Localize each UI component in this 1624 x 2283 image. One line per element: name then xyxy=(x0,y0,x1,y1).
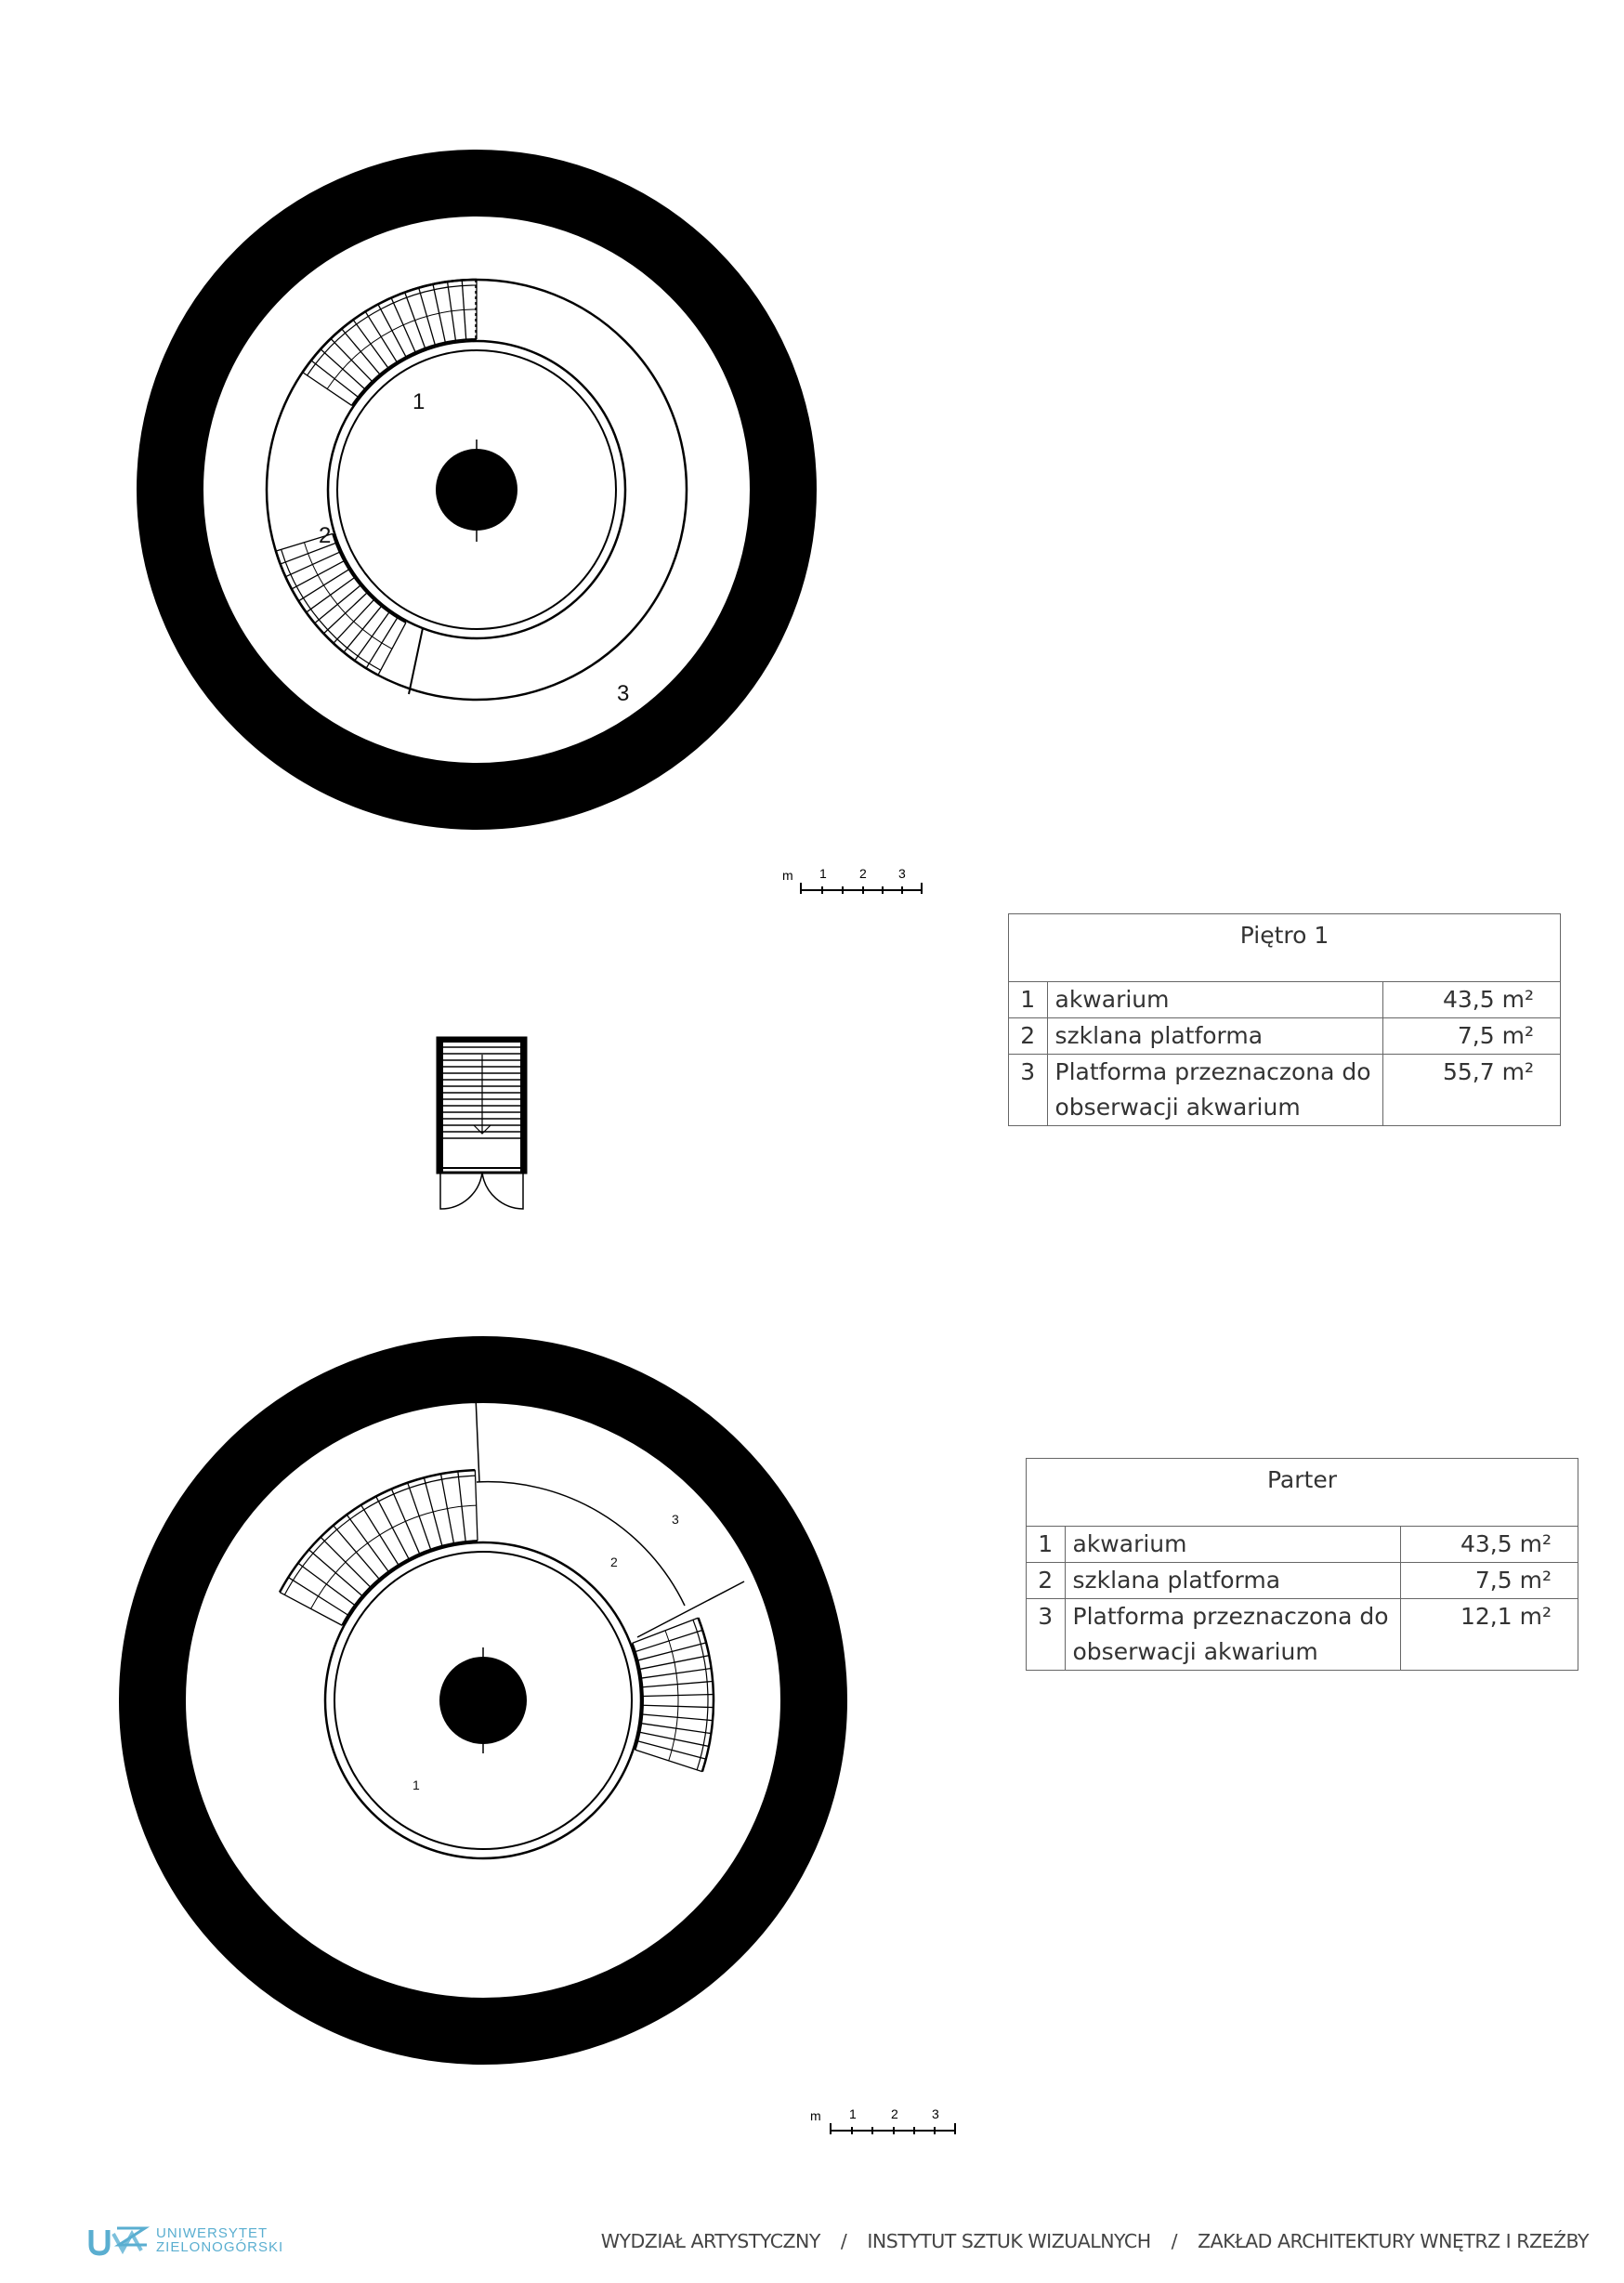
table-row xyxy=(1009,982,1561,1018)
row-area: 55,7 m² xyxy=(1382,1055,1560,1126)
row-name: akwarium xyxy=(1065,1527,1400,1563)
ground-divider-2 xyxy=(637,1581,744,1637)
scale-bar-ground xyxy=(808,2105,966,2142)
row-area: 43,5 m² xyxy=(1400,1527,1578,1563)
table-title: Parter xyxy=(1027,1459,1578,1527)
footer-institute: INSTYTUT SZTUK WIZUALNYCH xyxy=(867,2230,1151,2252)
university-logo xyxy=(85,2224,290,2262)
ground-label-1: 1 xyxy=(413,1778,420,1792)
area-table-upper xyxy=(1008,913,1561,1126)
table-row xyxy=(1027,1563,1578,1599)
row-area: 43,5 m² xyxy=(1382,982,1560,1018)
row-name: szklana platforma xyxy=(1047,1018,1382,1055)
scale-tick-1: 1 xyxy=(819,866,827,881)
upper-divider-line-2 xyxy=(409,628,423,694)
footer-breadcrumb xyxy=(601,2230,1589,2252)
upper-label-3: 3 xyxy=(617,681,630,706)
row-name: akwarium xyxy=(1047,982,1382,1018)
logo-line-1: UNIWERSYTET xyxy=(156,2225,268,2241)
scale-tick-2: 2 xyxy=(859,866,867,881)
ground-label-3: 3 xyxy=(672,1512,679,1527)
row-area: 12,1 m² xyxy=(1400,1599,1578,1671)
ground-label-2: 2 xyxy=(610,1555,618,1569)
footer-faculty: WYDZIAŁ ARTYSTYCZNY xyxy=(600,2230,820,2252)
row-number: 2 xyxy=(1027,1563,1066,1599)
logo-line-2: ZIELONOGÓRSKI xyxy=(156,2239,284,2255)
upper-stair-left xyxy=(276,533,406,675)
row-number: 3 xyxy=(1009,1055,1048,1126)
footer-separator: / xyxy=(1171,2230,1178,2252)
row-number: 2 xyxy=(1009,1018,1048,1055)
row-name: Platforma przeznaczona do obserwacji akwarium xyxy=(1047,1055,1382,1126)
scale-bar-upper xyxy=(780,864,938,901)
upper-floor-plan xyxy=(0,0,1624,892)
scale-tick-1: 1 xyxy=(849,2106,857,2121)
ground-floor-plan xyxy=(0,1301,1624,2137)
upper-label-1: 1 xyxy=(413,389,426,414)
footer-department: ZAKŁAD ARCHITEKTURY WNĘTRZ I RZEŹBY xyxy=(1198,2230,1589,2252)
footer-separator: / xyxy=(840,2230,847,2252)
table-row xyxy=(1027,1599,1578,1671)
table-title: Piętro 1 xyxy=(1009,914,1561,982)
table-row xyxy=(1027,1527,1578,1563)
row-name: szklana platforma xyxy=(1065,1563,1400,1599)
scale-tick-3: 3 xyxy=(932,2106,939,2121)
university-logo-text xyxy=(156,2226,283,2254)
row-area: 7,5 m² xyxy=(1382,1018,1560,1055)
scale-unit: m xyxy=(782,868,793,883)
table-row xyxy=(1009,1055,1561,1126)
scale-tick-3: 3 xyxy=(898,866,906,881)
scale-ruler xyxy=(831,2123,955,2134)
scale-tick-2: 2 xyxy=(891,2106,898,2121)
table-row xyxy=(1009,1018,1561,1055)
ground-stair-right xyxy=(633,1618,714,1772)
entrance-stair xyxy=(427,1027,539,1213)
area-table-ground xyxy=(1026,1458,1578,1671)
university-logo-icon xyxy=(85,2224,151,2258)
ground-stair-top xyxy=(280,1470,478,1625)
upper-label-2: 2 xyxy=(319,523,332,548)
scale-unit: m xyxy=(810,2108,821,2123)
footer xyxy=(0,2211,1624,2267)
row-number: 1 xyxy=(1027,1527,1066,1563)
row-area: 7,5 m² xyxy=(1400,1563,1578,1599)
row-name: Platforma przeznaczona do obserwacji akwarium xyxy=(1065,1599,1400,1671)
row-number: 3 xyxy=(1027,1599,1066,1671)
scale-ruler xyxy=(801,883,922,894)
row-number: 1 xyxy=(1009,982,1048,1018)
